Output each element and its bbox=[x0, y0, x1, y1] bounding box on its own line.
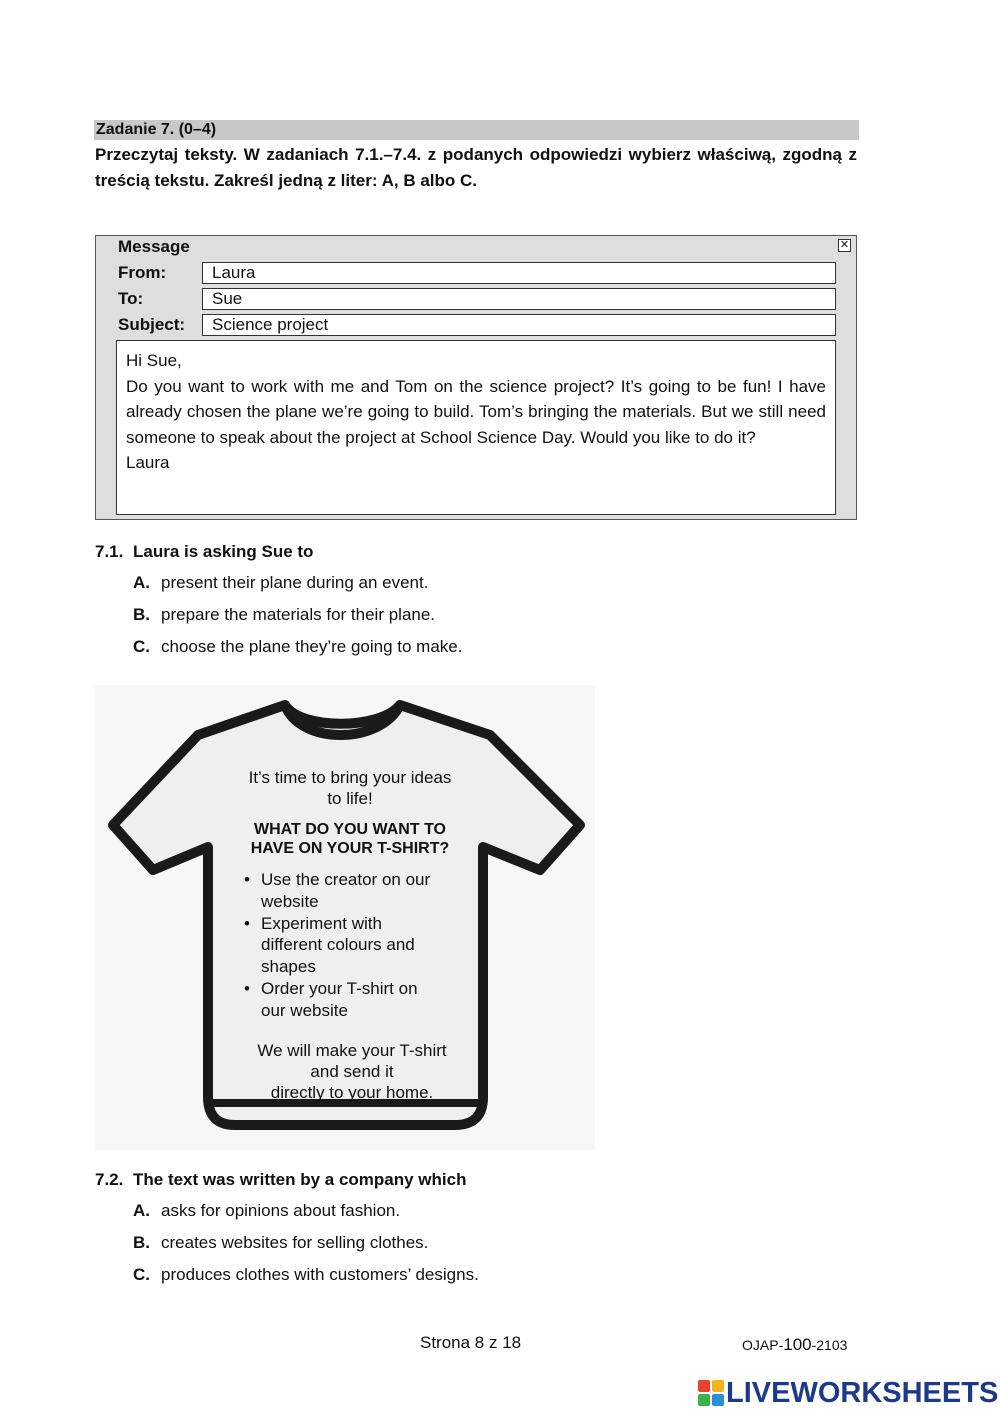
message-title: Message bbox=[118, 237, 190, 256]
tshirt-intro-line: to life! bbox=[327, 789, 373, 808]
tshirt-bullet bbox=[242, 869, 472, 913]
from-label: From: bbox=[118, 263, 167, 282]
logo-square-green bbox=[698, 1394, 710, 1406]
question-7-2-option-b[interactable] bbox=[133, 1233, 428, 1253]
message-window bbox=[95, 235, 857, 520]
close-box-icon[interactable]: ✕ bbox=[839, 239, 850, 251]
question-7-1-option-b[interactable] bbox=[133, 605, 435, 625]
bullet-line: • Use the creator on our bbox=[261, 870, 431, 889]
tshirt-headline-line: WHAT DO YOU WANT TO bbox=[254, 821, 446, 838]
tshirt-closing-line: directly to your home. bbox=[270, 1083, 434, 1102]
message-text: Do you want to work with me and Tom on the science project? It’s going to be fun! I have already chosen the plane we’re going to build. Tom’s bringing the materials. But we still need someone to speak about the project at School Science Day. Would you like to do it? bbox=[126, 376, 826, 447]
question-text: Laura is asking Sue to bbox=[133, 542, 314, 561]
bullet-line: shapes bbox=[261, 957, 316, 977]
logo-square-yellow bbox=[712, 1380, 724, 1392]
message-body bbox=[116, 340, 836, 515]
question-7-1-option-a[interactable] bbox=[133, 573, 428, 593]
message-signature: Laura bbox=[126, 453, 170, 473]
liveworksheets-logo[interactable] bbox=[698, 1378, 998, 1408]
task-instructions: Przeczytaj teksty. W zadaniach 7.1.–7.4. z podanych odpowiedzi wybierz właściwą, zgodną z treścią tekstu. Zakreśl jedną z liter: A, B albo C. bbox=[95, 145, 857, 190]
option-text: choose the plane they’re going to make. bbox=[161, 637, 463, 656]
bullet-line: our website bbox=[261, 1000, 348, 1020]
question-text: The text was written by a company which bbox=[133, 1170, 467, 1189]
question-number: 7.2. bbox=[95, 1170, 124, 1189]
from-field: Laura bbox=[202, 262, 836, 284]
tshirt-intro bbox=[210, 767, 490, 809]
option-letter: B. bbox=[133, 605, 150, 624]
bullet-line: • Experiment with bbox=[261, 913, 382, 933]
option-text: creates websites for selling clothes. bbox=[161, 1233, 429, 1252]
tshirt-closing-line: and send it bbox=[310, 1062, 394, 1081]
task-header: Zadanie 7. (0–4) bbox=[94, 120, 859, 140]
question-7-2-option-c[interactable] bbox=[133, 1265, 479, 1285]
option-text: produces clothes with customers’ designs. bbox=[161, 1265, 479, 1284]
question-7-2-stem bbox=[95, 1170, 466, 1190]
tshirt-closing-line: We will make your T-shirt bbox=[257, 1041, 447, 1060]
bullet-line: website bbox=[261, 891, 319, 911]
subject-field: Science project bbox=[202, 314, 836, 336]
option-text: present their plane during an event. bbox=[161, 573, 429, 592]
liveworksheets-logo-text: LIVEWORKSHEETS bbox=[726, 1376, 999, 1409]
liveworksheets-logo-icon bbox=[698, 1380, 724, 1406]
tshirt-intro-line: It’s time to bring your ideas bbox=[248, 768, 452, 787]
exam-code-main: 100 bbox=[783, 1335, 812, 1354]
question-7-1-stem bbox=[95, 542, 313, 562]
page-number: Strona 8 z 18 bbox=[420, 1333, 522, 1352]
bullet-line: different colours and bbox=[261, 935, 415, 955]
option-letter: B. bbox=[133, 1233, 150, 1252]
tshirt-bullet bbox=[242, 913, 472, 978]
option-letter: C. bbox=[133, 637, 150, 656]
message-greeting: Hi Sue, bbox=[126, 351, 182, 370]
question-number: 7.1. bbox=[95, 542, 124, 561]
exam-code bbox=[742, 1335, 847, 1355]
tshirt-headline-line: HAVE ON YOUR T-SHIRT? bbox=[250, 840, 450, 857]
to-label: To: bbox=[118, 289, 144, 308]
logo-square-red bbox=[698, 1380, 710, 1392]
logo-square-blue bbox=[712, 1394, 724, 1406]
tshirt-headline bbox=[210, 820, 490, 858]
tshirt-bullet bbox=[242, 978, 472, 1022]
option-text: asks for opinions about fashion. bbox=[161, 1201, 401, 1220]
option-letter: A. bbox=[133, 1201, 150, 1220]
subject-label: Subject: bbox=[118, 315, 186, 334]
question-7-2-option-a[interactable] bbox=[133, 1201, 400, 1221]
option-text: prepare the materials for their plane. bbox=[161, 605, 436, 624]
option-letter: A. bbox=[133, 573, 150, 592]
to-field: Sue bbox=[202, 288, 836, 310]
tshirt-bullet-list bbox=[242, 869, 472, 1022]
option-letter: C. bbox=[133, 1265, 150, 1284]
tshirt-closing bbox=[212, 1040, 492, 1103]
question-7-1-option-c[interactable] bbox=[133, 637, 462, 657]
exam-code-suffix: -2103 bbox=[811, 1337, 848, 1353]
exam-code-prefix: OJAP- bbox=[742, 1337, 784, 1353]
bullet-line: • Order your T-shirt on bbox=[261, 978, 418, 998]
